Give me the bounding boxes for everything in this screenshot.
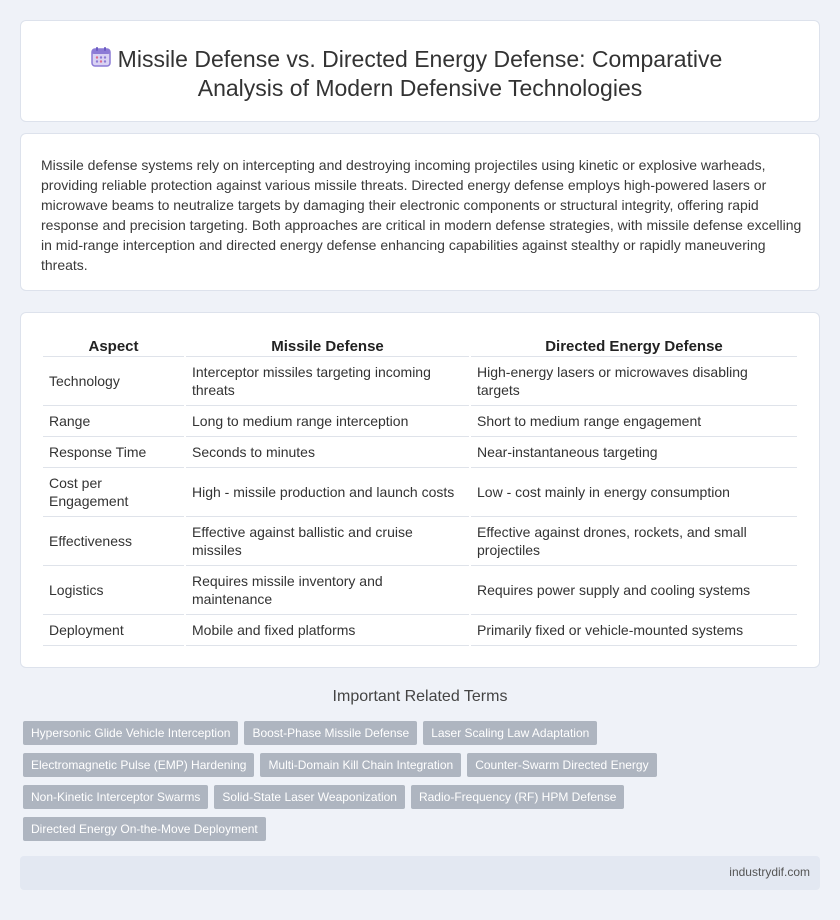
table-row <box>43 357 797 406</box>
intro-card <box>20 133 820 291</box>
intro-paragraph: Missile defense systems rely on intercepting and destroying incoming projectiles using kinetic or explosive warheads, providing reliable protection against various missile threats. Directed energy defense employs high-powered lasers or microwave beams to neutralize targets by damaging their electronic components or structural integrity, offering rapid response and precision targeting. Both approaches are critical in modern defense strategies, with missile defense excelling in mid-range interception and directed energy defense enhancing capabilities against stealthy or rapidly maneuvering threats. <box>41 157 802 273</box>
aspect-cell: Deployment <box>43 615 184 646</box>
aspect-cell: Effectiveness <box>43 517 184 566</box>
missile-cell: Mobile and fixed platforms <box>186 615 469 646</box>
footer <box>20 856 820 890</box>
tag-row <box>23 721 663 745</box>
directed-cell: Requires power supply and cooling systems <box>471 566 797 615</box>
table-row <box>43 406 797 437</box>
related-term-tag[interactable]: Multi-Domain Kill Chain Integration <box>260 753 461 777</box>
title-card <box>20 20 820 122</box>
aspect-cell: Range <box>43 406 184 437</box>
tag-row <box>23 753 663 777</box>
directed-cell: Effective against drones, rockets, and small projectiles <box>471 517 797 566</box>
table-row <box>43 615 797 646</box>
related-term-tag[interactable]: Solid-State Laser Weaponization <box>214 785 405 809</box>
related-term-tag[interactable]: Directed Energy On-the-Move Deployment <box>23 817 266 841</box>
related-term-tag[interactable]: Boost-Phase Missile Defense <box>244 721 417 745</box>
header-aspect: Aspect <box>43 333 184 357</box>
directed-cell: High-energy lasers or microwaves disabling targets <box>471 357 797 406</box>
tag-row <box>23 817 663 841</box>
footer-site-link[interactable]: industrydif.com <box>729 865 810 879</box>
header-directed-energy: Directed Energy Defense <box>471 333 797 357</box>
aspect-cell: Technology <box>43 357 184 406</box>
related-term-tag[interactable]: Counter-Swarm Directed Energy <box>467 753 656 777</box>
missile-cell: Requires missile inventory and maintenance <box>186 566 469 615</box>
tag-row <box>23 785 663 809</box>
related-term-tag[interactable]: Non-Kinetic Interceptor Swarms <box>23 785 208 809</box>
comparison-card <box>20 312 820 668</box>
table-row <box>43 517 797 566</box>
directed-cell: Near-instantaneous targeting <box>471 437 797 468</box>
missile-cell: Interceptor missiles targeting incoming threats <box>186 357 469 406</box>
header-missile-defense: Missile Defense <box>186 333 469 357</box>
related-term-tag[interactable]: Radio-Frequency (RF) HPM Defense <box>411 785 624 809</box>
related-term-tag[interactable]: Electromagnetic Pulse (EMP) Hardening <box>23 753 254 777</box>
missile-cell: Effective against ballistic and cruise missiles <box>186 517 469 566</box>
directed-cell: Short to medium range engagement <box>471 406 797 437</box>
table-row <box>43 566 797 615</box>
related-terms-heading: Important Related Terms <box>332 688 508 705</box>
aspect-cell: Logistics <box>43 566 184 615</box>
related-term-tag[interactable]: Laser Scaling Law Adaptation <box>423 721 597 745</box>
related-terms-list <box>23 721 663 849</box>
table-header-row <box>43 333 797 357</box>
related-term-tag[interactable]: Hypersonic Glide Vehicle Interception <box>23 721 238 745</box>
table-row <box>43 468 797 517</box>
missile-cell: Long to medium range interception <box>186 406 469 437</box>
aspect-cell: Response Time <box>43 437 184 468</box>
directed-cell: Primarily fixed or vehicle-mounted systems <box>471 615 797 646</box>
table-row <box>43 437 797 468</box>
directed-cell: Low - cost mainly in energy consumption <box>471 468 797 517</box>
page-title: Missile Defense vs. Directed Energy Defense: Comparative Analysis of Modern Defensive Technologies <box>117 46 723 101</box>
missile-cell: Seconds to minutes <box>186 437 469 468</box>
aspect-cell: Cost per Engagement <box>43 468 184 517</box>
missile-cell: High - missile production and launch costs <box>186 468 469 517</box>
comparison-table <box>41 333 799 646</box>
